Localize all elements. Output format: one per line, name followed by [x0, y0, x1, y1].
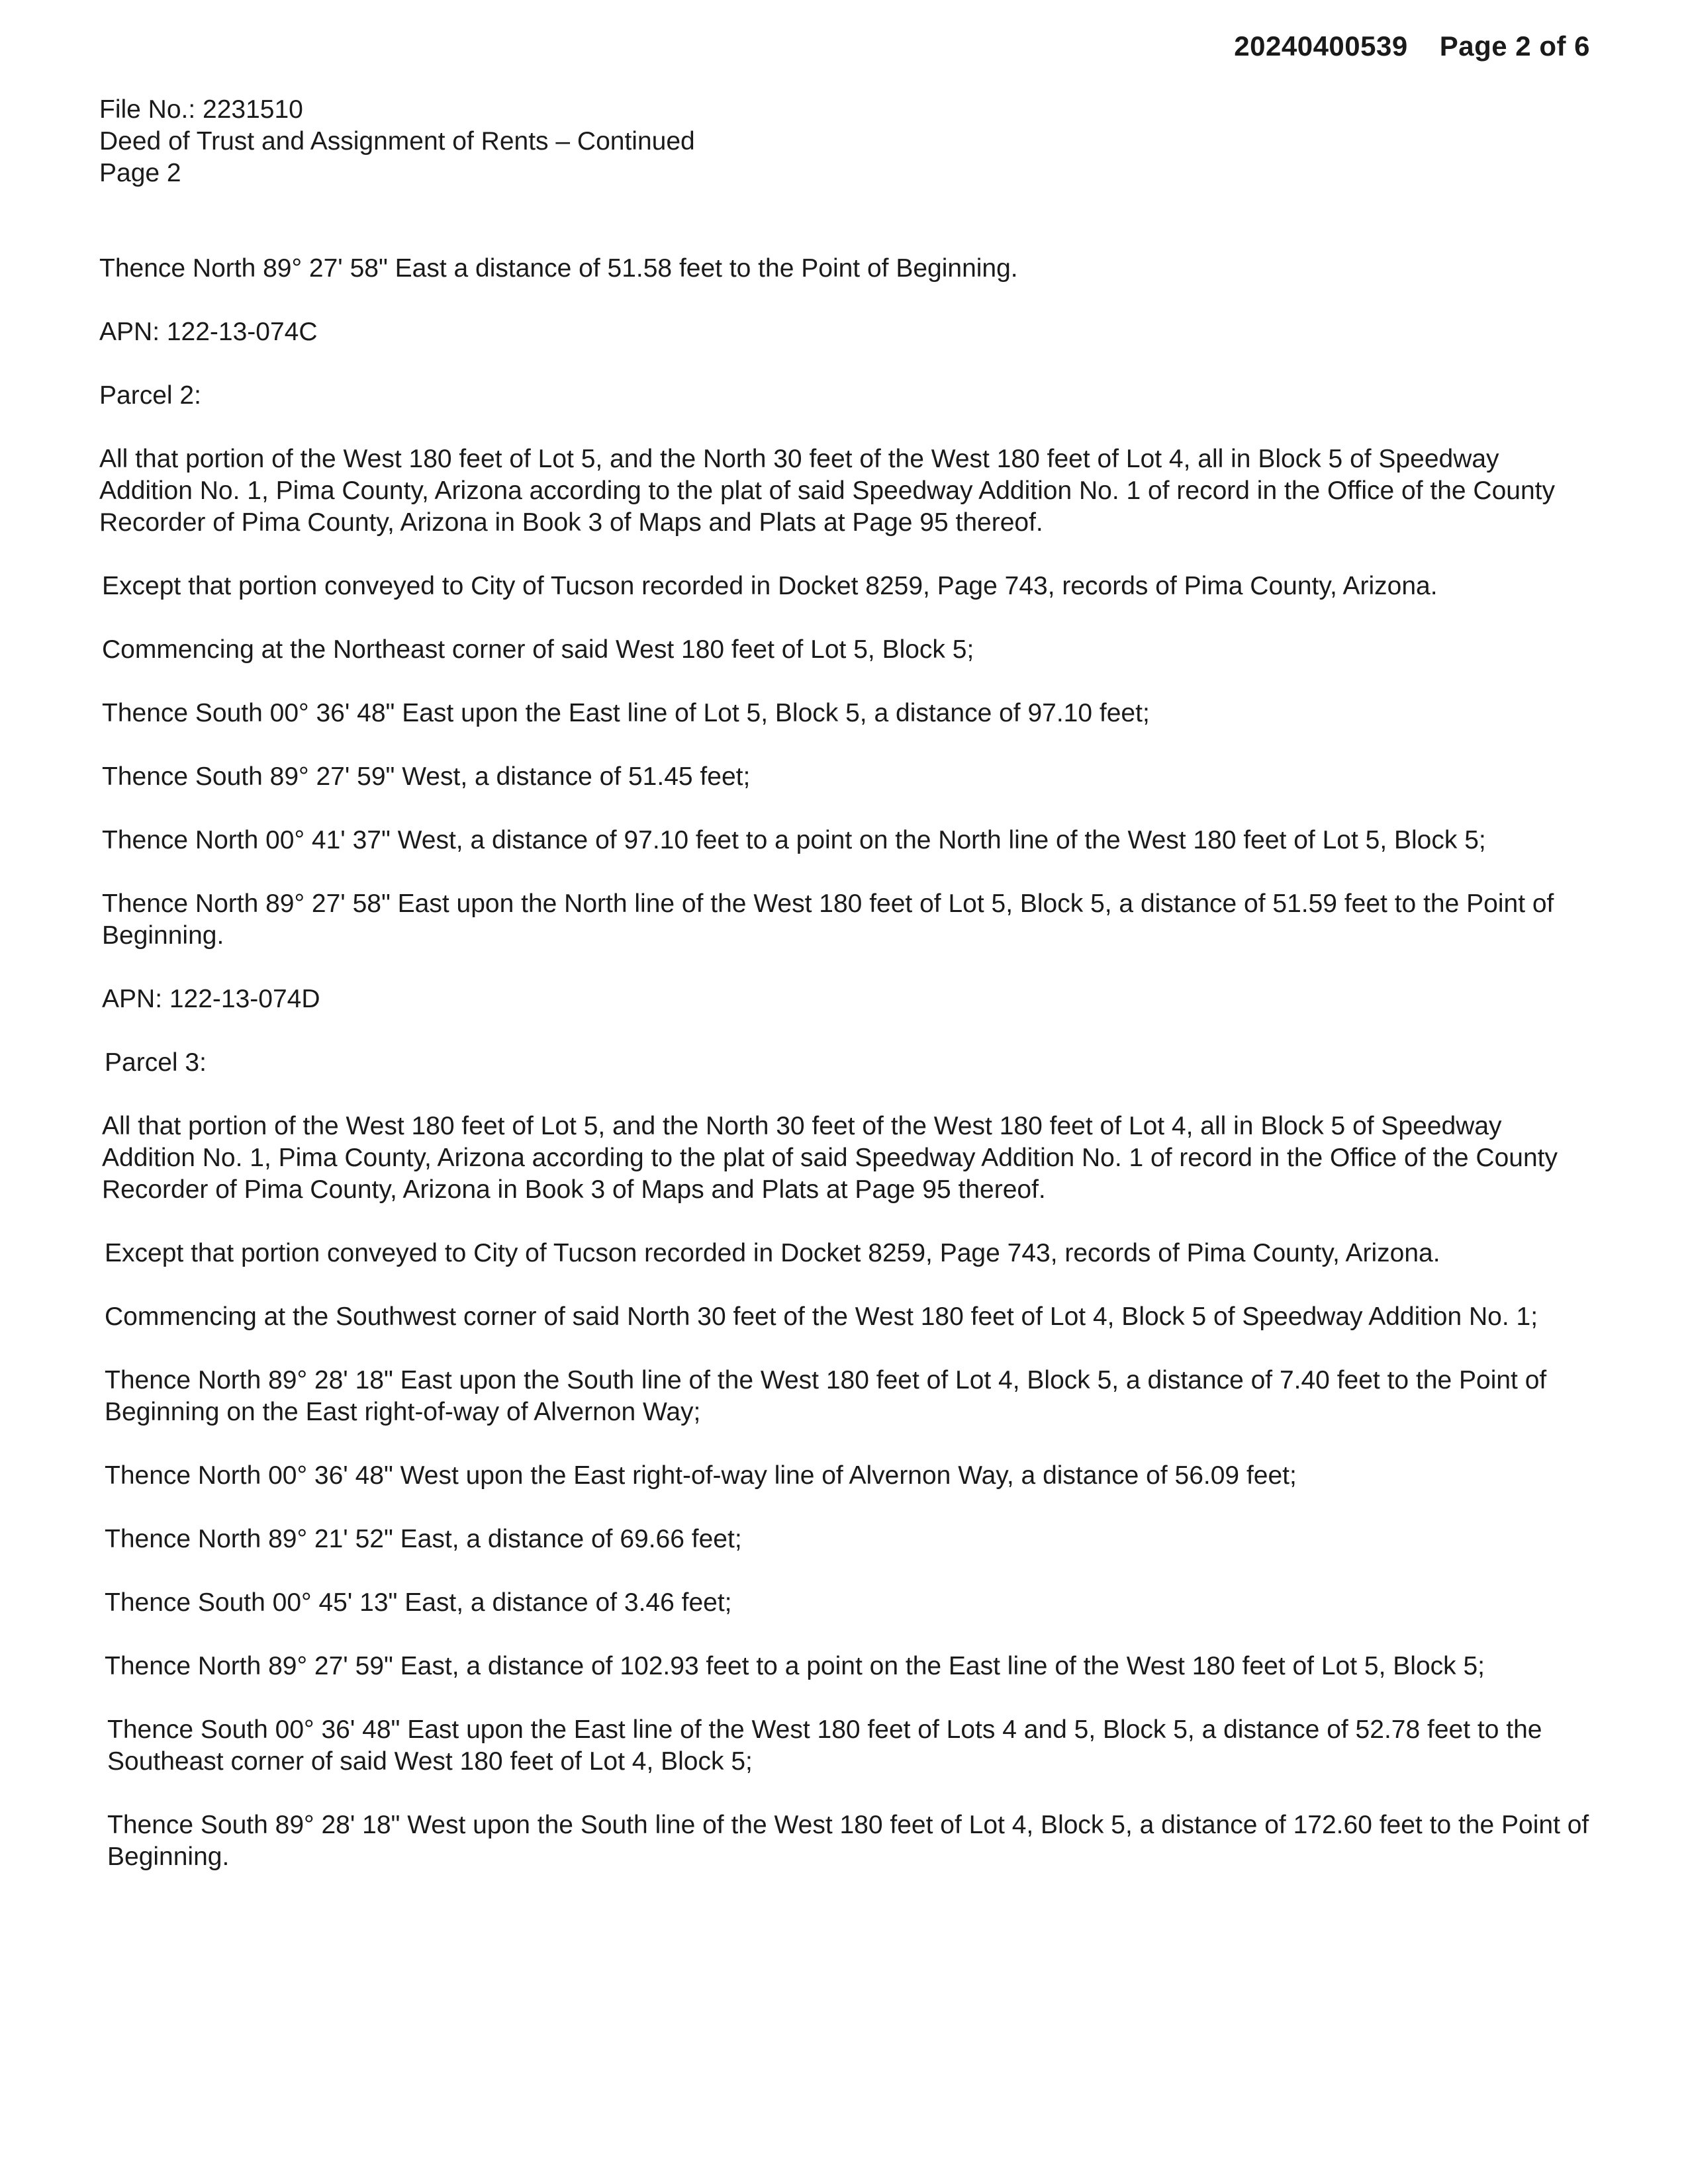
paragraph: Thence North 89° 21' 52" East, a distance of 69.66 feet; — [105, 1525, 742, 1553]
parcel-2-heading: Parcel 2: — [99, 381, 201, 410]
paragraph: Thence North 89° 28' 18" East upon the South line of the West 180 feet of Lot 4, Block 5, a distance of 7.40 feet to the Point of Beginning on the East right-of-way of Alvernon Way; — [105, 1366, 1547, 1426]
paragraph: Commencing at the Northeast corner of said West 180 feet of Lot 5, Block 5; — [102, 635, 974, 664]
apn-parcel-1: APN: 122-13-074C — [99, 318, 318, 346]
paragraph: All that portion of the West 180 feet of Lot 5, and the North 30 feet of the West 180 feet of Lot 4, all in Block 5 of Speedway Addition No. 1, Pima County, Arizona according to the plat of said Speedway Addition No. 1 of record in the Office of the County Recorder of Pima County, Arizona in Book 3 of Maps and Plats at Page 95 thereof. — [99, 445, 1556, 537]
apn-parcel-2: APN: 122-13-074D — [102, 985, 320, 1013]
paragraph: Thence South 00° 36' 48" East upon the East line of Lot 5, Block 5, a distance of 97.10 feet; — [102, 699, 1150, 727]
paragraph: Thence South 00° 36' 48" East upon the East line of the West 180 feet of Lots 4 and 5, Block 5, a distance of 52.78 feet to the Southeast corner of said West 180 feet of Lot 4, Block 5; — [107, 1715, 1542, 1776]
paragraph: Thence South 00° 45' 13" East, a distance of 3.46 feet; — [105, 1588, 732, 1617]
paragraph: Thence South 89° 27' 59" West, a distance of 51.45 feet; — [102, 762, 751, 791]
recording-number: 20240400539 — [1234, 30, 1408, 62]
paragraph: Thence North 89° 27' 58" East upon the North line of the West 180 feet of Lot 5, Block 5, a distance of 51.59 feet to the Point of Beginning. — [102, 889, 1554, 950]
file-number: File No.: 2231510 — [99, 95, 303, 124]
document-title: Deed of Trust and Assignment of Rents – Continued — [99, 127, 695, 156]
recording-header — [1234, 30, 1590, 62]
parcel-3-heading: Parcel 3: — [105, 1048, 207, 1077]
legal-description — [99, 253, 1595, 1905]
paragraph: Except that portion conveyed to City of Tucson recorded in Docket 8259, Page 743, records of Pima County, Arizona. — [102, 572, 1438, 600]
recording-page-label: Page 2 of 6 — [1439, 30, 1590, 62]
paragraph: Commencing at the Southwest corner of said North 30 feet of the West 180 feet of Lot 4, Block 5 of Speedway Addition No. 1; — [105, 1302, 1538, 1331]
paragraph: Except that portion conveyed to City of Tucson recorded in Docket 8259, Page 743, records of Pima County, Arizona. — [105, 1239, 1440, 1267]
paragraph: Thence South 89° 28' 18" West upon the South line of the West 180 feet of Lot 4, Block 5, a distance of 172.60 feet to the Point of Beginning. — [107, 1811, 1589, 1871]
paragraph: All that portion of the West 180 feet of Lot 5, and the North 30 feet of the West 180 feet of Lot 4, all in Block 5 of Speedway Addition No. 1, Pima County, Arizona according to the plat of said Speedway Addition No. 1 of record in the Office of the County Recorder of Pima County, Arizona in Book 3 of Maps and Plats at Page 95 thereof. — [102, 1112, 1558, 1204]
paragraph: Thence North 89° 27' 59" East, a distance of 102.93 feet to a point on the East line of the West 180 feet of Lot 5, Block 5; — [105, 1652, 1485, 1680]
file-header — [99, 94, 695, 189]
document-page-number: Page 2 — [99, 159, 181, 187]
paragraph: Thence North 00° 36' 48" West upon the East right-of-way line of Alvernon Way, a distance of 56.09 feet; — [105, 1461, 1297, 1490]
paragraph: Thence North 00° 41' 37" West, a distance of 97.10 feet to a point on the North line of the West 180 feet of Lot 5, Block 5; — [102, 826, 1486, 854]
paragraph: Thence North 89° 27' 58" East a distance of 51.58 feet to the Point of Beginning. — [99, 254, 1018, 283]
